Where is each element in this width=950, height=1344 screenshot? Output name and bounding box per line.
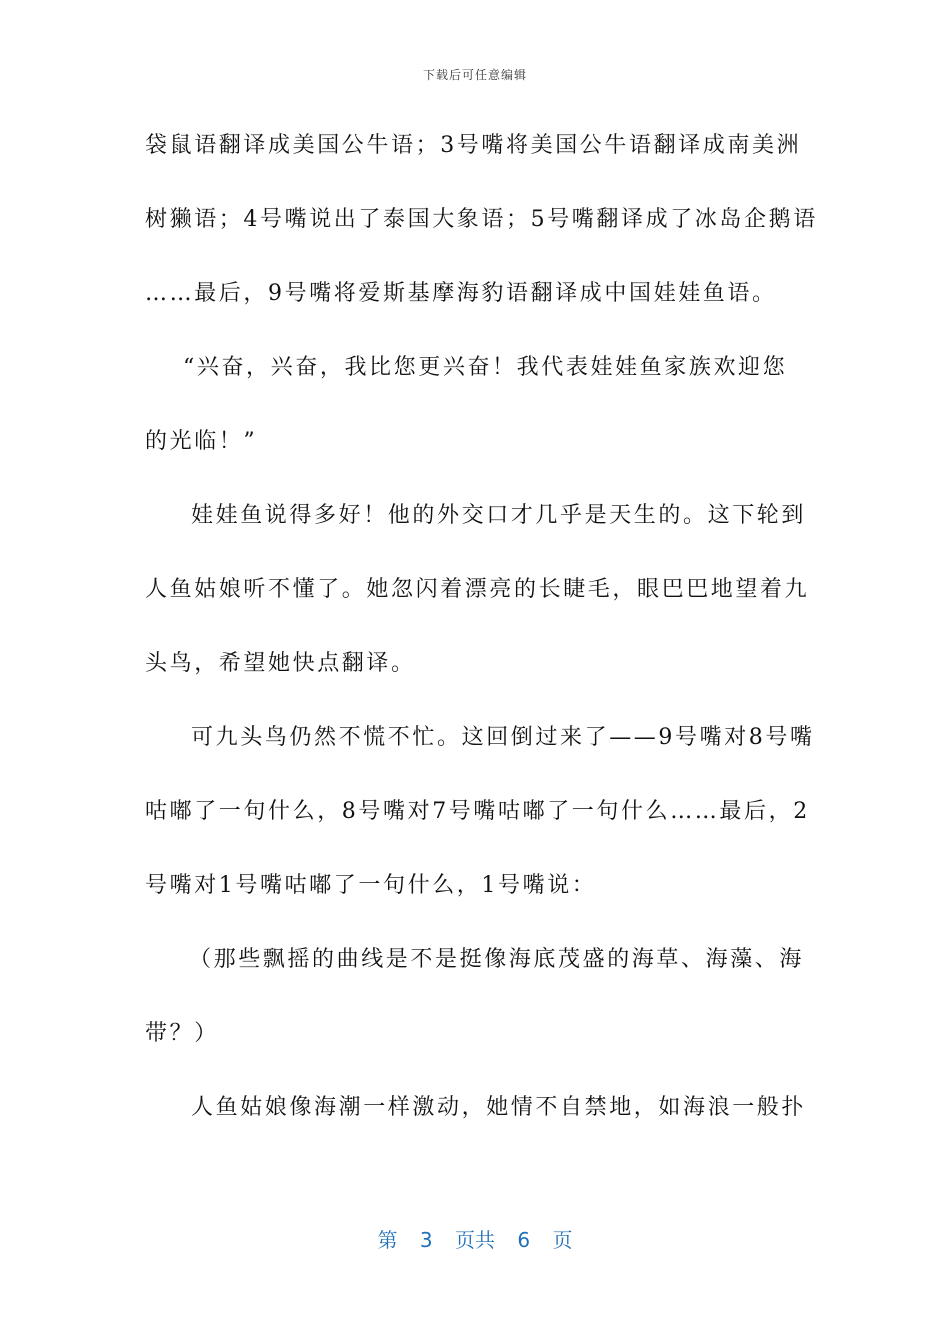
footer-middle: 页共 [455,1228,495,1252]
text-line-9: 可九头鸟仍然不慌不忙。这回倒过来了——9号嘴对8号嘴 [191,725,815,750]
text-line-1: 袋鼠语翻译成美国公牛语；3号嘴将美国公牛语翻译成南美洲 [145,133,802,158]
text-line-4: “兴奋，兴奋，我比您更兴奋！我代表娃娃鱼家族欢迎您 [183,355,788,380]
text-line-7: 人鱼姑娘听不懂了。她忽闪着漂亮的长睫毛，眼巴巴地望着九 [145,577,810,602]
text-line-3: ……最后，9号嘴将爱斯基摩海豹语翻译成中国娃娃鱼语。 [145,281,777,306]
text-line-8: 头鸟，希望她快点翻译。 [145,651,416,676]
footer-suffix: 页 [552,1228,573,1252]
footer-prefix: 第 [377,1228,398,1252]
text-line-6: 娃娃鱼说得多好！他的外交口才几乎是天生的。这下轮到 [191,503,807,528]
total-page-number: 6 [517,1228,531,1252]
page-footer [0,1224,950,1253]
current-page-number: 3 [419,1228,433,1252]
text-line-10: 咕嘟了一句什么，8号嘴对7号嘴咕嘟了一句什么……最后，2 [145,799,810,824]
text-line-14: 人鱼姑娘像海潮一样激动，她情不自禁地，如海浪一般扑 [191,1095,807,1120]
text-line-5: 的光临！” [145,429,258,454]
page-header: 下载后可任意编辑 [422,68,527,82]
document-body [145,124,818,1160]
text-line-13: 带？） [145,1021,219,1046]
text-line-2: 树獭语；4号嘴说出了泰国大象语；5号嘴翻译成了冰岛企鹅语 [145,207,818,232]
text-line-11: 号嘴对1号嘴咕嘟了一句什么，1号嘴说： [145,873,597,898]
text-line-12: （那些飘摇的曲线是不是挺像海底茂盛的海草、海藻、海 [189,947,805,972]
